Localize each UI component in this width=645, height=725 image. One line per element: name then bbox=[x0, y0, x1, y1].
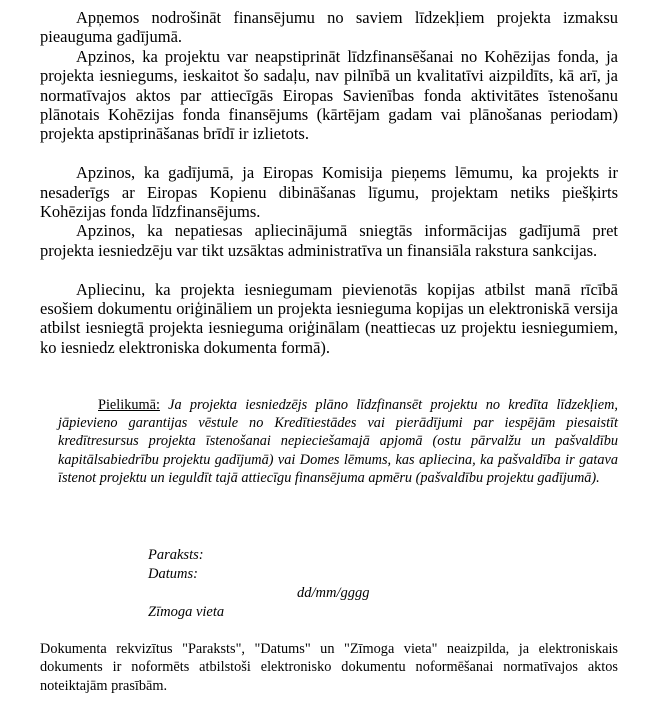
attachment-note bbox=[58, 396, 618, 487]
paragraph-false-information-sanctions: Apzinos, ka nepatiesas apliecinājumā sniegtās informācijas gadījumā pret projekta iesniedzēju var tikt uzsāktas administratīva un finansiāla rakstura sankcijas. bbox=[40, 221, 618, 260]
date-label: Datums: bbox=[148, 566, 198, 582]
attachment-note-label: Pielikumā: bbox=[98, 397, 160, 413]
paragraph-copies-confirmation: Apliecinu, ka projekta iesniegumam pievienotās kopijas atbilst manā rīcībā esošiem dokumentu oriģināliem un projekta iesnieguma kopijas un elektroniskā versija atbilst iesniegtā projekta iesnieguma oriģinālam (neattiecas uz projektu iesniegumiem, ko iesniedz elektroniska dokumenta formā). bbox=[40, 279, 618, 357]
paragraph-european-commission-decision: Apzinos, ka gadījumā, ja Eiropas Komisija pieņems lēmumu, ka projekts ir nesaderīgs ar Eiropas Kopienu dibināšanas līgumu, projektam netiks piešķirts Kohēzijas fonda līdzfinansējums. bbox=[40, 163, 618, 221]
attachment-note-text: Ja projekta iesniedzējs plāno līdzfinansēt projektu no kredīta līdzekļiem, jāpievieno garantijas vēstule no Kredītiestādes vai pierādījumi par iespējām piesaistīt kredītresursus projekta īstenošanai nepieciešamajā apjomā (ostu pārvalžu un pašvaldību kapitālsabiedrību projektu gadījumā) vai Domes lēmums, kas apliecina, ka pašvaldība ir gatava īstenot projektu un ieguldīt tajā attiecīgu finansējuma apmēru (pašvaldību projektu gadījumā). bbox=[58, 397, 618, 486]
signature-label: Paraksts: bbox=[148, 547, 204, 563]
paragraph-cohesion-fund-rejection: Apzinos, ka projektu var neapstiprināt līdzfinansēšanai no Kohēzijas fonda, ja projekta iesniegums, ieskaitot šo sadaļu, nav pilnībā un kvalitatīvi aizpildīts, kā arī, ja normatīvajos aktos par attiecīgās Eiropas Savienības fonda aktivitātes īstenošanu plānotais Kohēzijas fonda finansējums (kārtējam gadam vai plānošanas periodam) projekta apstiprināšanas brīdī ir izlietots. bbox=[40, 46, 618, 144]
date-format-hint: dd/mm/gggg bbox=[297, 585, 370, 601]
footer-requisites-note: Dokumenta rekvizītus "Paraksts", "Datums" un "Zīmoga vieta" neaizpilda, ja elektroniskais dokuments ir noformēts atbilstoši elektronisko dokumentu noformēšanai normatīvajos aktos noteiktajām prasībām. bbox=[40, 641, 618, 694]
paragraph-funding-commitment: Apņemos nodrošināt finansējumu no saviem līdzekļiem projekta izmaksu pieauguma gadījumā. bbox=[40, 8, 618, 47]
stamp-place-label: Zīmoga vieta bbox=[148, 604, 225, 620]
